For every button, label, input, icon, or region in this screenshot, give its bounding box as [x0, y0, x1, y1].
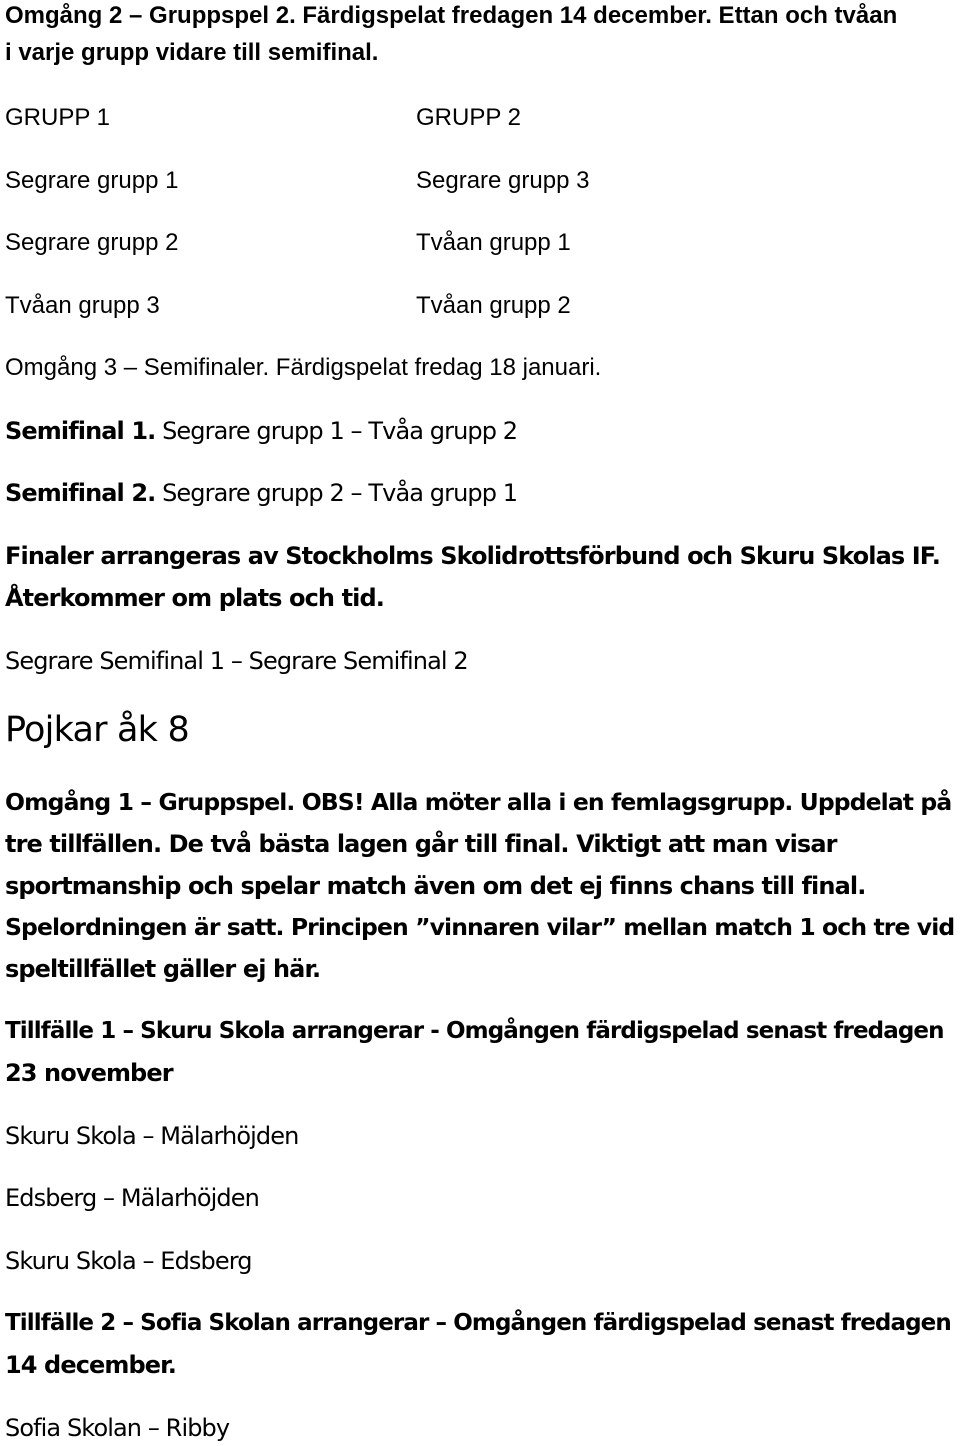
group1-team: Segrare grupp 2 [5, 229, 179, 256]
boys8-round1-text: Omgång 1 – Gruppspel. OBS! Alla möter alla i en femlagsgrupp. Uppdelat på [5, 788, 952, 816]
final-info-line-2: Återkommer om plats och tid. [5, 584, 384, 612]
occasion1-title: 23 november [5, 1059, 173, 1087]
occasion1-title: Tillfälle 1 – Skuru Skola arrangerar - Omgången färdigspelad senast fredagen [5, 1018, 944, 1044]
occasion2-match: Sofia Skolan – Ribby [5, 1414, 230, 1442]
final-info-line-1: Finaler arrangeras av Stockholms Skolidrottsförbund och Skuru Skolas IF. [5, 542, 940, 570]
semifinal-1-match: Segrare grupp 1 – Tvåa grupp 2 [162, 417, 518, 445]
boys8-round1-text: Spelordningen är satt. Principen ”vinnaren vilar” mellan match 1 och tre vid [5, 913, 955, 941]
semifinal-2 [5, 478, 517, 508]
semifinal-2-match: Segrare grupp 2 – Tvåa grupp 1 [162, 479, 518, 507]
round3-title: Omgång 3 – Semifinaler. Färdigspelat fredag 18 januari. [5, 354, 602, 381]
group2-title: GRUPP 2 [416, 104, 521, 131]
semifinal-1 [5, 416, 517, 446]
group2-team: Tvåan grupp 2 [416, 292, 571, 319]
group1-team: Tvåan grupp 3 [5, 292, 160, 319]
occasion2-title: 14 december. [5, 1351, 176, 1379]
round2-title-line-2: i varje grupp vidare till semifinal. [5, 39, 379, 66]
group2-team: Tvåan grupp 1 [416, 229, 571, 256]
occasion1-match: Edsberg – Mälarhöjden [5, 1184, 259, 1212]
group1-team: Segrare grupp 1 [5, 167, 179, 194]
round2-title-line-1: Omgång 2 – Gruppspel 2. Färdigspelat fredagen 14 december. Ettan och tvåan [5, 2, 898, 29]
boys8-round1-text: speltillfället gäller ej här. [5, 955, 321, 983]
boys8-round1-text: tre tillfällen. De två bästa lagen går till final. Viktigt att man visar [5, 830, 837, 858]
semifinal-2-label: Semifinal 2. [5, 479, 156, 507]
occasion1-match: Skuru Skola – Mälarhöjden [5, 1122, 299, 1150]
semifinal-1-label: Semifinal 1. [5, 417, 156, 445]
occasion2-title: Tillfälle 2 – Sofia Skolan arrangerar – Omgången färdigspelad senast fredagen [5, 1310, 951, 1336]
group2-team: Segrare grupp 3 [416, 167, 590, 194]
occasion1-match: Skuru Skola – Edsberg [5, 1247, 252, 1275]
group1-title: GRUPP 1 [5, 104, 110, 131]
boys8-round1-text: sportmanship och spelar match även om det ej finns chans till final. [5, 872, 866, 900]
section-heading-boys-8: Pojkar åk 8 [5, 710, 189, 750]
final-match: Segrare Semifinal 1 – Segrare Semifinal 2 [5, 647, 468, 675]
